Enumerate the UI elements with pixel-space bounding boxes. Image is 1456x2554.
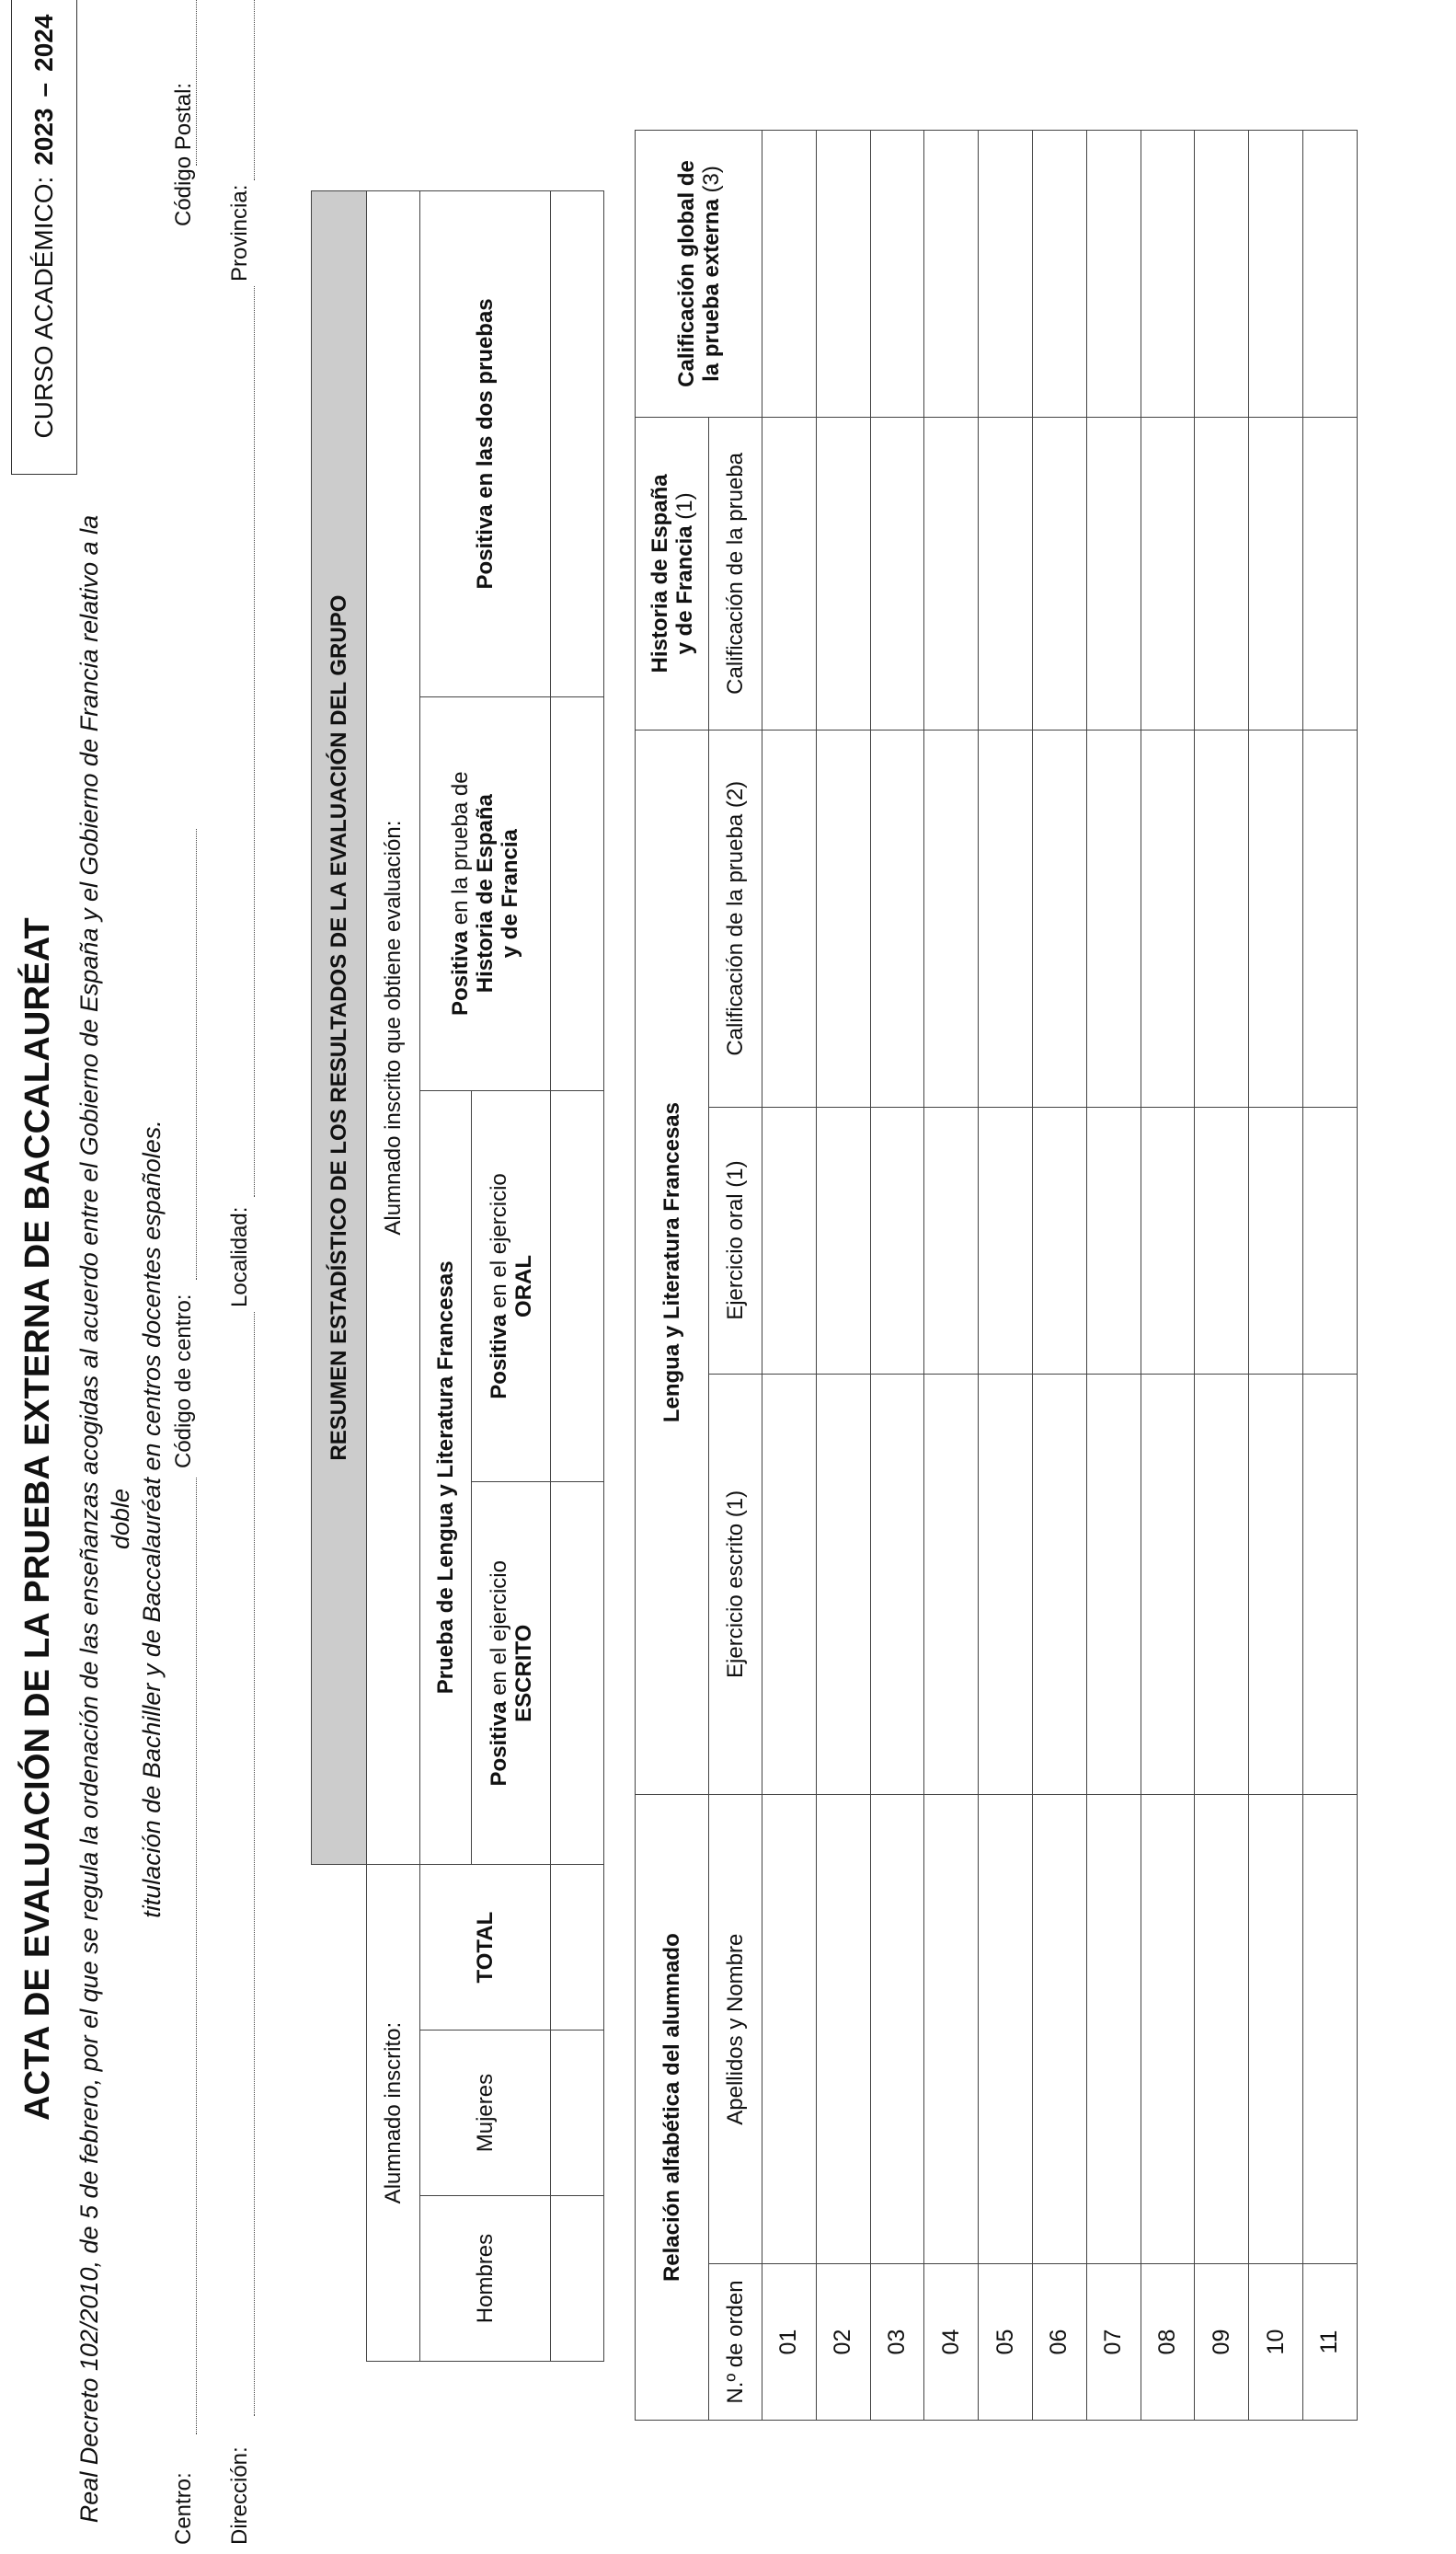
- escrito-word: ESCRITO: [510, 1624, 536, 1722]
- oral-grade[interactable]: [762, 1107, 817, 1374]
- cell-historia[interactable]: [551, 696, 604, 1090]
- global-grade[interactable]: [1249, 131, 1303, 418]
- table-row: [762, 131, 817, 2421]
- lengua-header: Lengua y Literatura Francesas: [636, 730, 709, 1794]
- localidad-field[interactable]: [254, 286, 255, 1197]
- global-header-note: (3): [698, 166, 724, 200]
- table-row: [1249, 131, 1303, 2421]
- localidad-label: Localidad:: [227, 1206, 252, 1307]
- oral-positiva: Positiva: [486, 1314, 511, 1399]
- lengua-grade[interactable]: [979, 730, 1033, 1107]
- lengua-grade[interactable]: [1086, 730, 1141, 1107]
- row-number: 11: [1302, 2264, 1357, 2421]
- student-name[interactable]: [1032, 1795, 1086, 2264]
- lengua-grade[interactable]: [1195, 730, 1249, 1107]
- historia-grade[interactable]: [1249, 417, 1303, 730]
- escrito-grade[interactable]: [816, 1374, 870, 1795]
- table-row: [1086, 131, 1141, 2421]
- historia-header: [636, 417, 709, 730]
- student-name[interactable]: [924, 1795, 979, 2264]
- historia-positiva: Positiva: [448, 930, 473, 1016]
- page-subtitle: [74, 484, 167, 2554]
- provincia-label: Provincia:: [227, 184, 252, 282]
- escrito-positiva: Positiva: [486, 1701, 511, 1787]
- historia-header-line1: Historia de España: [647, 474, 672, 673]
- col-ambas: Positiva en las dos pruebas: [420, 191, 551, 697]
- row-number: 10: [1249, 2264, 1303, 2421]
- student-name[interactable]: [870, 1795, 924, 2264]
- global-header-line1: Calificación global de: [673, 160, 699, 387]
- historia-grade[interactable]: [924, 417, 979, 730]
- oral-word: ORAL: [510, 1254, 536, 1317]
- escrito-mid: en el ejercicio: [486, 1560, 511, 1702]
- summary-title: RESUMEN ESTADÍSTICO DE LOS RESULTADOS DE LA EVALUACIÓN DEL GRUPO: [312, 191, 367, 1865]
- global-grade[interactable]: [1086, 131, 1141, 418]
- year-separator: –: [29, 82, 58, 98]
- oral-grade[interactable]: [1302, 1107, 1357, 1374]
- col-escrito: [472, 1482, 551, 1865]
- student-name[interactable]: [762, 1795, 817, 2264]
- lengua-grade[interactable]: [1141, 730, 1195, 1107]
- summary-blank-corner: [312, 1865, 367, 2362]
- direccion-field[interactable]: [254, 1312, 255, 2416]
- global-header: [636, 131, 762, 418]
- col-total: TOTAL: [420, 1865, 551, 2031]
- global-grade[interactable]: [1302, 131, 1357, 418]
- page-title: ACTA DE EVALUACIÓN DE LA PRUEBA EXTERNA DE BACCALAURÉAT: [18, 917, 57, 2121]
- global-grade[interactable]: [1195, 131, 1249, 418]
- escrito-grade[interactable]: [1032, 1374, 1086, 1795]
- lengua-group-header: Prueba de Lengua y Literatura Francesas: [420, 1090, 472, 1865]
- global-grade[interactable]: [762, 131, 817, 418]
- table-row: [1302, 131, 1357, 2421]
- cell-escrito[interactable]: [551, 1482, 604, 1865]
- centro-field[interactable]: [196, 1478, 197, 2434]
- global-header-line2: [699, 138, 724, 409]
- historia-header-line2a: y de Francia: [671, 525, 697, 655]
- oral-grade[interactable]: [979, 1107, 1033, 1374]
- global-grade[interactable]: [979, 131, 1033, 418]
- relacion-header: Relación alfabética del alumnado: [636, 1795, 709, 2421]
- lengua-grade[interactable]: [816, 730, 870, 1107]
- col-escrito-header: Ejercicio escrito (1): [709, 1374, 762, 1795]
- historia-header-note: (1): [671, 492, 697, 526]
- col-historia: [420, 696, 551, 1090]
- historia-header-line2: [672, 425, 697, 722]
- student-name[interactable]: [1141, 1795, 1195, 2264]
- row-number: 01: [762, 2264, 817, 2421]
- col-mujeres: Mujeres: [420, 2031, 551, 2196]
- col-calif-lengua-header: Calificación de la prueba (2): [709, 730, 762, 1107]
- escrito-grade[interactable]: [979, 1374, 1033, 1795]
- col-orden-header: N.º de orden: [709, 2264, 762, 2421]
- oral-grade[interactable]: [1195, 1107, 1249, 1374]
- historia-grade[interactable]: [870, 417, 924, 730]
- codigo-postal-field[interactable]: [196, 0, 197, 166]
- col-hombres: Hombres: [420, 2196, 551, 2362]
- oral-grade[interactable]: [924, 1107, 979, 1374]
- row-number: 08: [1141, 2264, 1195, 2421]
- year-end: 2024: [29, 14, 58, 72]
- passed-label: Alumnado inscrito que obtiene evaluación:: [367, 191, 420, 1865]
- direccion-label: Dirección:: [227, 2446, 252, 2545]
- student-rows: [762, 131, 1358, 2421]
- table-row: [979, 131, 1033, 2421]
- historia-mid: en la prueba de: [448, 771, 473, 931]
- cell-total[interactable]: [551, 1865, 604, 2031]
- lengua-grade[interactable]: [1032, 730, 1086, 1107]
- global-grade[interactable]: [924, 131, 979, 418]
- escrito-grade[interactable]: [762, 1374, 817, 1795]
- row-number: 06: [1032, 2264, 1086, 2421]
- table-row: [1141, 131, 1195, 2421]
- student-name[interactable]: [816, 1795, 870, 2264]
- subtitle-line-2: titulación de Bachiller y de Baccalauréat en centros docentes españoles.: [138, 1120, 166, 1918]
- global-grade[interactable]: [816, 131, 870, 418]
- escrito-grade[interactable]: [1195, 1374, 1249, 1795]
- historia-word2: y de Francia: [498, 829, 522, 959]
- academic-year-label: CURSO ACADÉMICO:: [29, 176, 58, 439]
- escrito-grade[interactable]: [1141, 1374, 1195, 1795]
- historia-grade[interactable]: [1086, 417, 1141, 730]
- global-header-line2a: la prueba externa: [698, 199, 724, 382]
- oral-mid: en el ejercicio: [486, 1173, 511, 1315]
- col-calif-historia-header: Calificación de la prueba: [709, 417, 762, 730]
- historia-grade[interactable]: [1032, 417, 1086, 730]
- oral-grade[interactable]: [870, 1107, 924, 1374]
- codigo-postal-label: Código Postal:: [171, 82, 196, 226]
- lengua-grade[interactable]: [870, 730, 924, 1107]
- table-row: [816, 131, 870, 2421]
- row-number: 02: [816, 2264, 870, 2421]
- historia-grade[interactable]: [816, 417, 870, 730]
- cell-mujeres[interactable]: [551, 2031, 604, 2196]
- table-row: [1195, 131, 1249, 2421]
- centro-label: Centro:: [171, 2472, 196, 2545]
- student-name[interactable]: [1195, 1795, 1249, 2264]
- student-name[interactable]: [979, 1795, 1033, 2264]
- oral-grade[interactable]: [1032, 1107, 1086, 1374]
- col-oral-header: Ejercicio oral (1): [709, 1107, 762, 1374]
- global-grade[interactable]: [870, 131, 924, 418]
- col-nombre-header: Apellidos y Nombre: [709, 1795, 762, 2264]
- oral-grade[interactable]: [1141, 1107, 1195, 1374]
- year-start: 2023: [29, 108, 58, 166]
- codigo-centro-label: Código de centro:: [171, 1294, 196, 1468]
- historia-grade[interactable]: [1141, 417, 1195, 730]
- historia-grade[interactable]: [1302, 417, 1357, 730]
- escrito-grade[interactable]: [924, 1374, 979, 1795]
- summary-table: [311, 190, 604, 2362]
- escrito-grade[interactable]: [1086, 1374, 1141, 1795]
- lengua-grade[interactable]: [1302, 730, 1357, 1107]
- student-name[interactable]: [1249, 1795, 1303, 2264]
- student-name[interactable]: [1302, 1795, 1357, 2264]
- cell-hombres[interactable]: [551, 2196, 604, 2362]
- row-number: 05: [979, 2264, 1033, 2421]
- oral-grade[interactable]: [1249, 1107, 1303, 1374]
- row-number: 03: [870, 2264, 924, 2421]
- escrito-grade[interactable]: [870, 1374, 924, 1795]
- historia-grade[interactable]: [762, 417, 817, 730]
- table-row: [870, 131, 924, 2421]
- historia-grade[interactable]: [979, 417, 1033, 730]
- table-row: [1032, 131, 1086, 2421]
- lengua-grade[interactable]: [1249, 730, 1303, 1107]
- cell-ambas[interactable]: [551, 191, 604, 697]
- row-number: 04: [924, 2264, 979, 2421]
- row-number: 07: [1086, 2264, 1141, 2421]
- historia-word1: Historia de España: [473, 794, 498, 994]
- subtitle-line-1: Real Decreto 102/2010, de 5 de febrero, por el que se regula la ordenación de las enseñanzas acogidas al acuerdo entre el Gobierno de España y el Gobierno de Francia relativo a la doble: [75, 514, 134, 2524]
- lengua-grade[interactable]: [762, 730, 817, 1107]
- table-row: [924, 131, 979, 2421]
- provincia-field[interactable]: [254, 0, 255, 180]
- escrito-grade[interactable]: [1249, 1374, 1303, 1795]
- codigo-centro-field[interactable]: [196, 829, 197, 1280]
- oral-grade[interactable]: [816, 1107, 870, 1374]
- enrolled-label: Alumnado inscrito:: [367, 1865, 420, 2362]
- cell-oral[interactable]: [551, 1090, 604, 1482]
- student-table: [635, 130, 1358, 2421]
- oral-grade[interactable]: [1086, 1107, 1141, 1374]
- student-name[interactable]: [1086, 1795, 1141, 2264]
- global-grade[interactable]: [1141, 131, 1195, 418]
- row-number: 09: [1195, 2264, 1249, 2421]
- lengua-grade[interactable]: [924, 730, 979, 1107]
- escrito-grade[interactable]: [1302, 1374, 1357, 1795]
- col-oral: [472, 1090, 551, 1482]
- historia-grade[interactable]: [1195, 417, 1249, 730]
- academic-year-box: [11, 0, 77, 475]
- global-grade[interactable]: [1032, 131, 1086, 418]
